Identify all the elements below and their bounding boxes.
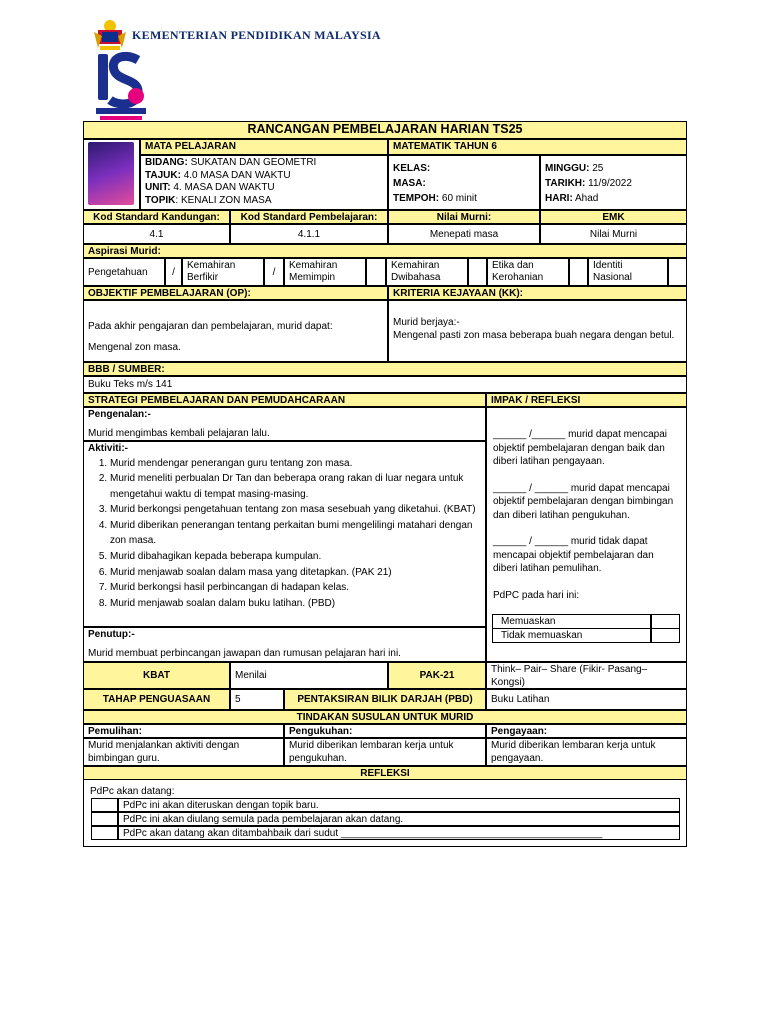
kbat-label: KBAT bbox=[83, 662, 230, 689]
pdpc-datang-option-2: PdPc ini akan diulang semula pada pembelajaran akan datang. bbox=[118, 812, 680, 826]
aktiviti-item: 7. Murid berkongsi hasil perbincangan di hadapan kelas. bbox=[110, 580, 481, 596]
op-line-1: Pada akhir pengajaran dan pembelajaran, murid dapat: bbox=[88, 321, 333, 332]
kelas-label: KELAS: bbox=[393, 163, 431, 174]
aspirasi-etika-mark bbox=[569, 258, 588, 286]
penutup-value: Murid membuat perbincangan jawapan dan rumusan pelajaran hari ini. bbox=[88, 647, 401, 659]
unit-value: 4. MASA DAN WAKTU bbox=[173, 182, 275, 193]
pdpc-option-tidak-memuaskan: Tidak memuaskan bbox=[492, 628, 651, 643]
aktiviti-item: 1. Murid mendengar penerangan guru tentang zon masa. bbox=[110, 456, 481, 472]
aktiviti-item: 2. Murid meneliti perbualan Dr Tan dan beberapa orang rakan di luar negara untuk mengetahui waktu di tempat masing-masing. bbox=[110, 471, 481, 502]
pengenalan-section bbox=[83, 407, 486, 441]
unit-label: UNIT: bbox=[145, 182, 171, 193]
aktiviti-section bbox=[83, 441, 486, 627]
pbd-label: PENTAKSIRAN BILIK DARJAH (PBD) bbox=[284, 689, 486, 710]
bidang-label: BIDANG: bbox=[145, 157, 188, 168]
tarikh-value: 11/9/2022 bbox=[588, 178, 632, 189]
pdpc-checkbox-tidak-memuaskan[interactable] bbox=[651, 628, 680, 643]
aktiviti-item: 4. Murid diberikan penerangan tentang perkaitan bumi mengelilingi matahari dengan zon masa. bbox=[110, 518, 481, 549]
aktiviti-item: 3. Murid berkongsi pengetahuan tentang zon masa sesebuah yang diketahui. (KBAT) bbox=[110, 502, 481, 518]
aspirasi-identiti-mark bbox=[668, 258, 687, 286]
subject-label: MATA PELAJARAN bbox=[140, 139, 388, 155]
pdpc-option-memuaskan: Memuaskan bbox=[492, 614, 651, 629]
pdpc-checkbox-memuaskan[interactable] bbox=[651, 614, 680, 629]
kk-line-1: Murid berjaya:- bbox=[393, 317, 460, 328]
pengayaan-value: Murid diberikan lembaran kerja untuk pengayaan. bbox=[486, 738, 687, 766]
malaysia-crest-icon bbox=[92, 18, 128, 52]
penutup-label: Penutup:- bbox=[88, 629, 135, 640]
aktiviti-item: 6. Murid menjawab soalan dalam masa yang ditetapkan. (PAK 21) bbox=[110, 565, 481, 581]
kk-line-2: Mengenal pasti zon masa beberapa buah negara dengan betul. bbox=[393, 329, 675, 341]
textbook-cover-image bbox=[88, 142, 134, 205]
pdpc-datang-option-3: PdPc akan datang akan ditambahbaik dari sudut _______________________________________________ bbox=[118, 826, 680, 840]
nilai-label: Nilai Murni: bbox=[388, 210, 540, 224]
pbd-value: Buku Latihan bbox=[486, 689, 687, 710]
pdpc-datang-checkbox-3[interactable] bbox=[91, 826, 118, 840]
nilai-value: Menepati masa bbox=[388, 224, 540, 244]
aspirasi-identiti: Identiti Nasional bbox=[588, 258, 668, 286]
pak-label: PAK-21 bbox=[388, 662, 486, 689]
aktiviti-item: 5. Murid dibahagikan kepada beberapa kumpulan. bbox=[110, 549, 481, 565]
topik-value: : KENALI ZON MASA bbox=[175, 194, 272, 206]
op-line-2: Mengenal zon masa. bbox=[88, 341, 181, 353]
tahap-value: 5 bbox=[230, 689, 284, 710]
hari-label: HARI: bbox=[545, 193, 573, 204]
strategi-label: STRATEGI PEMBELAJARAN DAN PEMUDAHCARAAN bbox=[83, 393, 486, 407]
ministry-name: KEMENTERIAN PENDIDIKAN MALAYSIA bbox=[132, 28, 381, 42]
masa-label: MASA: bbox=[393, 178, 426, 189]
kk-content bbox=[388, 300, 687, 362]
aspirasi-pengetahuan: Pengetahuan bbox=[83, 258, 165, 286]
subject-value: MATEMATIK TAHUN 6 bbox=[388, 139, 687, 155]
tahap-label: TAHAP PENGUASAAN bbox=[83, 689, 230, 710]
tarikh-label: TARIKH: bbox=[545, 178, 586, 189]
hari-value: Ahad bbox=[575, 193, 599, 204]
tajuk-value: 4.0 MASA DAN WAKTU bbox=[183, 169, 291, 181]
tempoh-value: 60 minit bbox=[441, 193, 477, 204]
emk-value: Nilai Murni bbox=[540, 224, 687, 244]
date-block bbox=[540, 155, 687, 210]
pemulihan-label: Pemulihan: bbox=[83, 724, 284, 738]
tindakan-label: TINDAKAN SUSULAN UNTUK MURID bbox=[83, 710, 687, 724]
class-block bbox=[388, 155, 540, 210]
pdpc-label: PdPC pada hari ini: bbox=[493, 589, 580, 601]
pdpc-datang-label: PdPc akan datang: bbox=[90, 786, 175, 797]
pdpc-datang-checkbox-1[interactable] bbox=[91, 798, 118, 812]
pdpc-datang-checkbox-2[interactable] bbox=[91, 812, 118, 826]
pengukuhan-value: Murid diberikan lembaran kerja untuk pengukuhan. bbox=[284, 738, 486, 766]
textbook-cover bbox=[83, 139, 140, 210]
op-content bbox=[83, 300, 388, 362]
bbb-value: Buku Teks m/s 141 bbox=[83, 376, 687, 393]
aspirasi-dwibahasa-mark bbox=[468, 258, 487, 286]
ksp-value: 4.1.1 bbox=[230, 224, 388, 244]
ksp-label: Kod Standard Pembelajaran: bbox=[230, 210, 388, 224]
emk-label: EMK bbox=[540, 210, 687, 224]
aspirasi-dwibahasa: Kemahiran Dwibahasa bbox=[386, 258, 468, 286]
aktiviti-list bbox=[88, 456, 481, 612]
topic-block bbox=[140, 155, 388, 210]
pemulihan-value: Murid menjalankan aktiviti dengan bimbingan guru. bbox=[83, 738, 284, 766]
aspirasi-label: Aspirasi Murid: bbox=[83, 244, 687, 258]
pak-value: Think– Pair– Share (Fikir- Pasang– Kongsi) bbox=[486, 662, 687, 689]
bidang-value: SUKATAN DAN GEOMETRI bbox=[190, 157, 317, 168]
minggu-label: MINGGU: bbox=[545, 163, 590, 174]
minggu-value: 25 bbox=[592, 163, 604, 174]
impak-line-3: ______ / ______ murid tidak dapat mencapai objektif pembelajaran dan diberi latihan pemulihan. bbox=[493, 536, 654, 574]
pdpc-datang-option-1: PdPc ini akan diteruskan dengan topik baru. bbox=[118, 798, 680, 812]
penutup-section bbox=[83, 627, 486, 662]
tempoh-label: TEMPOH: bbox=[393, 193, 440, 204]
pengenalan-value: Murid mengimbas kembali pelajaran lalu. bbox=[88, 427, 270, 439]
refleksi-label: REFLEKSI bbox=[83, 766, 687, 780]
impak-label: IMPAK / REFLEKSI bbox=[486, 393, 687, 407]
aspirasi-memimpin: Kemahiran Memimpin bbox=[284, 258, 366, 286]
aspirasi-berfikir-mark: / bbox=[264, 258, 284, 286]
aspirasi-pengetahuan-mark: / bbox=[165, 258, 182, 286]
impak-line-2: ______ / ______ murid dapat mencapai objektif pembelajaran dengan bimbingan dan diberi latihan pengukuhan. bbox=[493, 482, 674, 521]
aspirasi-memimpin-mark bbox=[366, 258, 386, 286]
aktiviti-label: Aktiviti:- bbox=[88, 443, 128, 454]
bbb-label: BBB / SUMBER: bbox=[83, 362, 687, 376]
aktiviti-item: 8. Murid menjawab soalan dalam buku latihan. (PBD) bbox=[110, 596, 481, 612]
header bbox=[92, 18, 412, 118]
aspirasi-etika: Etika dan Kerohanian bbox=[487, 258, 569, 286]
kk-label: KRITERIA KEJAYAAN (KK): bbox=[388, 286, 687, 300]
plan-title: RANCANGAN PEMBELAJARAN HARIAN TS25 bbox=[83, 121, 687, 139]
kbat-value: Menilai bbox=[230, 662, 388, 689]
ksk-label: Kod Standard Kandungan: bbox=[83, 210, 230, 224]
aspirasi-berfikir: Kemahiran Berfikir bbox=[182, 258, 264, 286]
ts25-logo-icon bbox=[94, 50, 148, 124]
ksk-value: 4.1 bbox=[83, 224, 230, 244]
tajuk-label: TAJUK: bbox=[145, 169, 181, 181]
topik-label: TOPIK bbox=[145, 194, 176, 206]
pengenalan-label: Pengenalan:- bbox=[88, 409, 151, 420]
pengukuhan-label: Pengukuhan: bbox=[284, 724, 486, 738]
impak-line-1: ______ /______ murid dapat mencapai objektif pembelajaran dengan baik dan diberi latihan pengayaan. bbox=[493, 429, 668, 467]
op-label: OBJEKTIF PEMBELAJARAN (OP): bbox=[83, 286, 388, 300]
pengayaan-label: Pengayaan: bbox=[486, 724, 687, 738]
